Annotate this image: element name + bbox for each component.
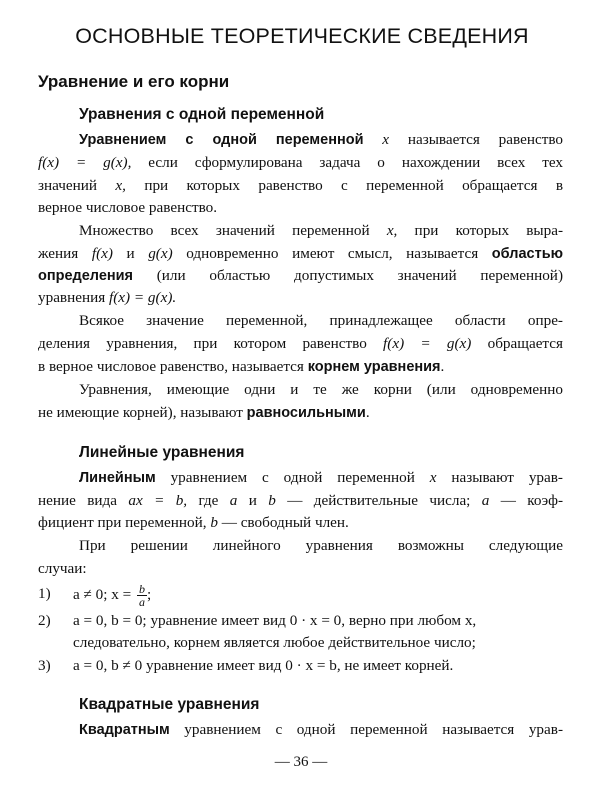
list-item: 2) a = 0, b = 0; уравнение имеет вид 0 · x = 0, верно при любом x,: [38, 612, 477, 629]
subsection-title-one-variable: Уравнения с одной переменной: [79, 106, 325, 123]
paragraph-line: определения (или областью допустимых значений переменной): [38, 267, 563, 284]
paragraph-line: верное числовое равенство.: [38, 199, 218, 216]
paragraph-line: случаи:: [38, 560, 87, 577]
paragraph-line: в верное числовое равенство, называется корнем уравнения.: [38, 358, 445, 375]
paragraph-line: Всякое значение переменной, принадлежащее области опре-: [79, 312, 563, 329]
list-item-continuation: следовательно, корнем является любое действительное число;: [73, 634, 476, 651]
paragraph-line: деления уравнения, при котором равенство f(x) = g(x) обращается: [38, 335, 563, 352]
subsection-title-quadratic: Квадратные уравнения: [79, 696, 260, 713]
paragraph-line: уравнения f(x) = g(x).: [38, 289, 177, 306]
paragraph-line: не имеющие корней), называют равносильными.: [38, 404, 370, 421]
paragraph-line: Квадратным уравнением с одной переменной называется урав-: [79, 721, 563, 738]
subsection-title-linear: Линейные уравнения: [79, 444, 245, 461]
paragraph-line: Линейным уравнением с одной переменной x называют урав-: [79, 469, 563, 486]
list-item: 3) a = 0, b ≠ 0 уравнение имеет вид 0 · x = b, не имеет корней.: [38, 657, 454, 674]
list-item: 1) a ≠ 0; x = $\frac{b}{a}$ ;: [38, 582, 152, 609]
paragraph-line: Уравнения, имеющие одни и те же корни (или одновременно: [79, 381, 563, 398]
paragraph-line: жения f(x) и g(x) одновременно имеют смысл, называется областью: [38, 245, 563, 262]
paragraph-line: фициент при переменной, b — свободный член.: [38, 514, 349, 531]
page-title: ОСНОВНЫЕ ТЕОРЕТИЧЕСКИЕ СВЕДЕНИЯ: [75, 24, 529, 48]
paragraph-line: значений x, при которых равенство с переменной обращается в: [38, 177, 563, 194]
paragraph-line: f(x) = g(x), если сформулирована задача о нахождении всех тех: [38, 154, 563, 171]
page-number: — 36 —: [274, 754, 328, 770]
section-title: Уравнение и его корни: [38, 72, 230, 91]
paragraph-line: нение вида ax = b, где a и b — действительные числа; a — коэф-: [38, 492, 564, 509]
paragraph-line: При решении линейного уравнения возможны следующие: [79, 537, 563, 554]
paragraph-line: Множество всех значений переменной x, при которых выра-: [79, 222, 564, 239]
fraction: $\frac{b}{a}$: [139, 582, 146, 609]
paragraph-line: Уравнением с одной переменной x называется равенство: [79, 131, 563, 148]
